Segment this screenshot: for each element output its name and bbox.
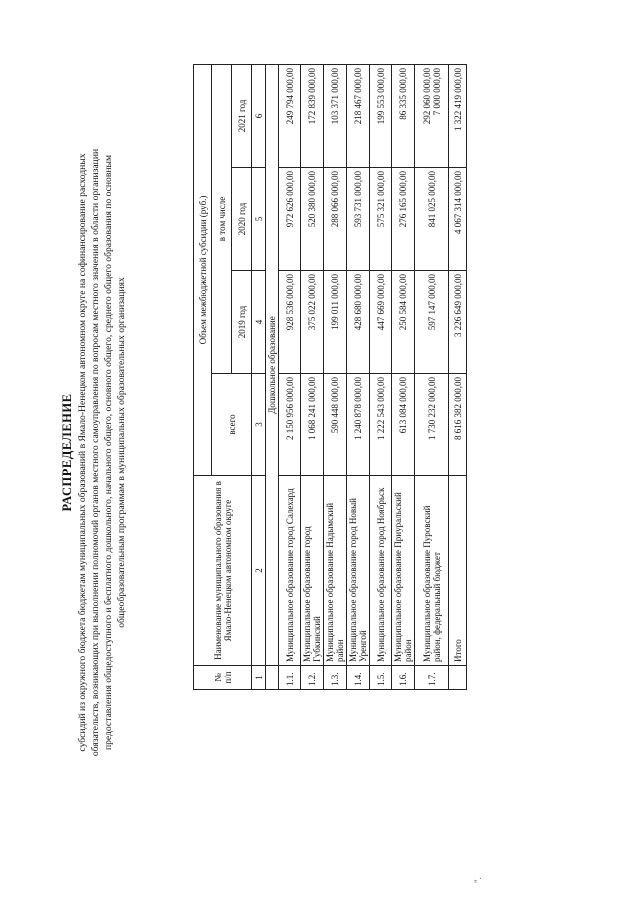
row-name: Муниципальное образование Пуровский район, федеральный бюджет — [415, 476, 449, 666]
table-row — [279, 64, 301, 689]
header-2020: 2020 год — [232, 168, 252, 271]
total-label: Итого — [449, 476, 467, 666]
row-2019: 250 584 000,00 — [392, 271, 415, 374]
row-2021: 103 371 000,00 — [324, 64, 347, 167]
row-2021: 199 553 000,00 — [370, 64, 392, 167]
row-2020: 972 626 000,00 — [279, 168, 301, 271]
document-subtitle: субсидий из окружного бюджета бюджетам муниципальных образований в Ямало-Ненецком автономном округе на софинансирование расходных обязательств, возникающих при выполнении полномочий органов местного самоуправления по вопросам местного значения в области организации предоставления общедоступного и бесплатного дошкольного, начального общего, основного общего, среднего общего образования по основным общеобразовательным программам в муниципальных образовательных организациях — [77, 148, 127, 757]
row-num: 1.3. — [324, 666, 347, 690]
row-total: 1 222 543 000,00 — [370, 374, 392, 476]
row-2021: 172 839 000,00 — [301, 64, 324, 167]
row-2021: 218 467 000,00 — [347, 64, 370, 167]
header-2021: 2021 год — [232, 64, 252, 167]
row-name: Муниципальное образование город Ноябрьск — [370, 476, 392, 666]
row-name: Муниципальное образование Приуральский район — [392, 476, 415, 666]
row-2020: 276 165 000,00 — [392, 168, 415, 271]
row-2021-federal-value: 7 000 000,00 — [431, 67, 442, 116]
row-2021: 86 335 000,00 — [392, 64, 415, 167]
row-total: 1 730 232 000,00 — [415, 374, 449, 476]
row-2019: 447 669 000,00 — [370, 271, 392, 374]
total-2019: 3 226 649 000,00 — [449, 271, 467, 374]
row-num: 1.6. — [392, 666, 415, 690]
row-2020: 520 380 000,00 — [301, 168, 324, 271]
row-name: Муниципальное образование Надымский район — [324, 476, 347, 666]
table-row — [415, 64, 449, 689]
section-label: Дошкольное образование — [266, 64, 279, 665]
row-2019: 928 536 000,00 — [279, 271, 301, 374]
row-num: 1.2. — [301, 666, 324, 690]
row-total: 613 084 000,00 — [392, 374, 415, 476]
row-2021-value: 292 060 000,00 — [421, 67, 432, 125]
row-num: 1.5. — [370, 666, 392, 690]
column-number-row — [252, 64, 266, 689]
row-2019: 375 022 000,00 — [301, 271, 324, 374]
table-row — [301, 64, 324, 689]
row-2019: 428 680 000,00 — [347, 271, 370, 374]
row-total: 2 150 956 000,00 — [279, 374, 301, 476]
row-2021: 249 794 000,00 — [279, 64, 301, 167]
margin-mark: ". — [473, 877, 483, 883]
header-name: Наименование муниципального образования в Ямало-Ненецком автономном округе — [194, 476, 252, 666]
header-num: № п/п — [194, 666, 252, 690]
row-total: 1 240 878 000,00 — [347, 374, 370, 476]
row-total: 1 068 241 000,00 — [301, 374, 324, 476]
row-name: Муниципальное образование город Салехард — [279, 476, 301, 666]
total-row — [449, 64, 467, 689]
row-2020: 575 321 000,00 — [370, 168, 392, 271]
row-total: 590 448 000,00 — [324, 374, 347, 476]
total-2021: 1 322 419 000,00 — [449, 64, 467, 167]
section-blank-cell — [266, 666, 279, 690]
total-2020: 4 067 314 000,00 — [449, 168, 467, 271]
table-row — [392, 64, 415, 689]
row-num: 1.7. — [415, 666, 449, 690]
column-number: 6 — [252, 64, 266, 167]
row-2020: 288 066 000,00 — [324, 168, 347, 271]
header-total: всего — [212, 374, 252, 476]
row-2020: 593 731 000,00 — [347, 168, 370, 271]
header-2019: 2019 год — [232, 271, 252, 374]
row-2020: 841 025 000,00 — [415, 168, 449, 271]
document-title: РАСПРЕДЕЛЕНИЕ — [60, 393, 74, 512]
row-name: Муниципальное образование город Новый Уренгой — [347, 476, 370, 666]
row-2019: 597 147 000,00 — [415, 271, 449, 374]
table-row — [370, 64, 392, 689]
column-number: 2 — [252, 476, 266, 666]
row-2021 — [415, 64, 449, 167]
row-2019: 199 011 000,00 — [324, 271, 347, 374]
column-number: 4 — [252, 271, 266, 374]
total-sum: 8 616 382 000,00 — [449, 374, 467, 476]
header-volume: Объем межбюджетной субсидии (руб.) — [194, 64, 212, 475]
row-name: Муниципальное образование город Губкинский — [301, 476, 324, 666]
table-row — [324, 64, 347, 689]
header-including: в том числе — [212, 64, 232, 373]
total-blank-cell — [449, 666, 467, 690]
column-number: 1 — [252, 666, 266, 690]
column-number: 5 — [252, 168, 266, 271]
column-number: 3 — [252, 374, 266, 476]
row-num: 1.4. — [347, 666, 370, 690]
row-num: 1.1. — [279, 666, 301, 690]
subsidy-table — [193, 64, 467, 690]
table-row — [347, 64, 370, 689]
